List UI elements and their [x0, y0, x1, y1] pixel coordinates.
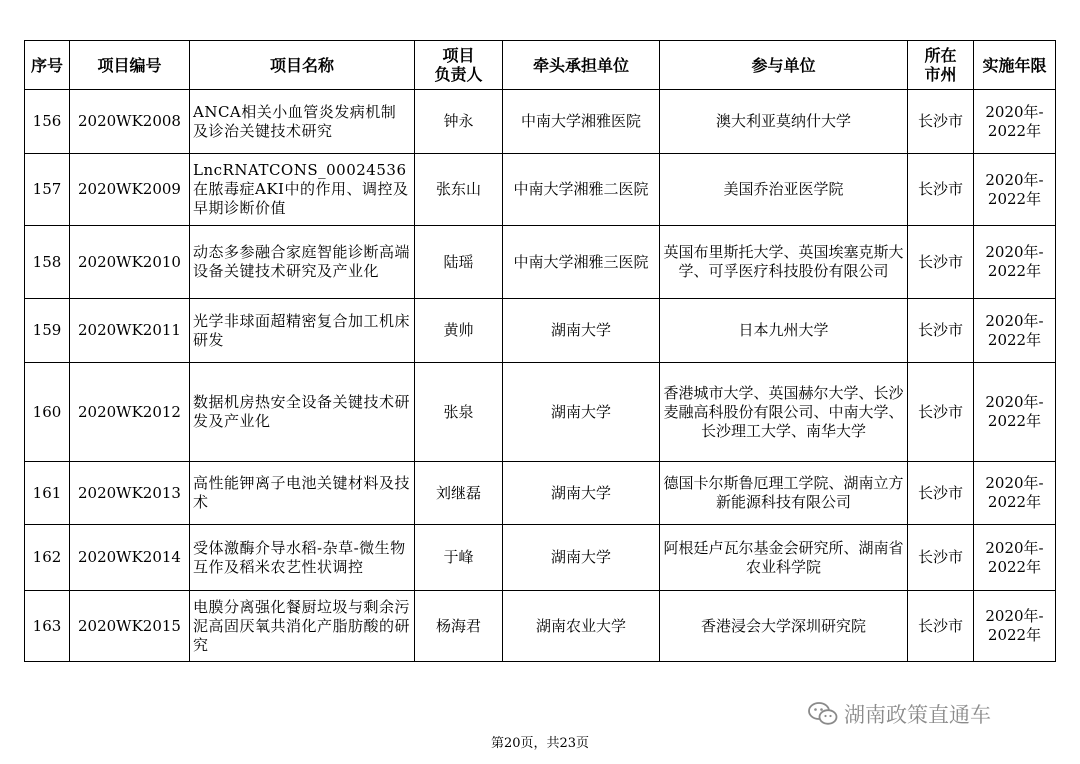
cell-name: 光学非球面超精密复合加工机床研发: [190, 299, 415, 363]
header-city-line1: 所在: [924, 46, 957, 65]
header-seq: 序号: [25, 41, 70, 90]
cell-period: [974, 154, 1056, 226]
watermark-text: 湖南政策直通车: [844, 703, 991, 727]
cell-city: 长沙市: [908, 90, 974, 154]
table-row: [25, 299, 1056, 363]
cell-code: 2020WK2015: [70, 591, 190, 662]
period-end: 2022年: [987, 330, 1042, 349]
cell-seq: 159: [25, 299, 70, 363]
cell-code: 2020WK2014: [70, 525, 190, 591]
cell-lead-unit: 中南大学湘雅三医院: [503, 226, 660, 299]
cell-partners: 美国乔治亚医学院: [660, 154, 908, 226]
cell-lead-unit: 中南大学湘雅二医院: [503, 154, 660, 226]
cell-city: 长沙市: [908, 154, 974, 226]
page-footer: 第20页，共23页: [490, 736, 590, 751]
cell-leader: 黄帅: [415, 299, 503, 363]
period-end: 2022年: [987, 412, 1042, 430]
period-start: 2020年-: [985, 243, 1044, 261]
period-end: 2022年: [987, 189, 1042, 208]
header-code: 项目编号: [70, 41, 190, 90]
watermark: [808, 700, 991, 728]
cell-partners: 日本九州大学: [660, 299, 908, 363]
cell-code: 2020WK2008: [70, 90, 190, 154]
project-table: [24, 40, 1056, 662]
cell-leader: 于峰: [415, 525, 503, 591]
cell-name: 电膜分离强化餐厨垃圾与剩余污泥高固厌氧共消化产脂肪酸的研究: [190, 591, 415, 662]
cell-seq: 161: [25, 462, 70, 525]
period-start: 2020年-: [985, 393, 1044, 411]
period-end: 2022年: [987, 626, 1042, 644]
cell-lead-unit: 湖南大学: [503, 363, 660, 462]
table-row: [25, 591, 1056, 662]
cell-partners: 香港城市大学、英国赫尔大学、长沙麦融高科股份有限公司、中南大学、长沙理工大学、南华大学: [660, 363, 908, 462]
table-row: [25, 226, 1056, 299]
period-end: 2022年: [987, 262, 1042, 280]
header-lead-unit: 牵头承担单位: [503, 41, 660, 90]
cell-lead-unit: 湖南大学: [503, 525, 660, 591]
cell-lead-unit: 湖南大学: [503, 299, 660, 363]
cell-leader: 张泉: [415, 363, 503, 462]
period-start: 2020年-: [985, 538, 1044, 557]
cell-code: 2020WK2011: [70, 299, 190, 363]
cell-seq: 163: [25, 591, 70, 662]
cell-seq: 158: [25, 226, 70, 299]
cell-city: 长沙市: [908, 363, 974, 462]
cell-name: 数据机房热安全设备关键技术研发及产业化: [190, 363, 415, 462]
header-city: [908, 41, 974, 90]
cell-city: 长沙市: [908, 299, 974, 363]
table-row: [25, 363, 1056, 462]
cell-leader: 钟永: [415, 90, 503, 154]
table-row: [25, 525, 1056, 591]
cell-city: 长沙市: [908, 226, 974, 299]
period-end: 2022年: [987, 493, 1042, 511]
cell-code: 2020WK2009: [70, 154, 190, 226]
header-city-line2: 市州: [924, 65, 957, 84]
table-row: [25, 154, 1056, 226]
cell-code: 2020WK2010: [70, 226, 190, 299]
table-row: [25, 462, 1056, 525]
header-leader-line1: 项目: [442, 46, 475, 65]
cell-partners: 香港浸会大学深圳研究院: [660, 591, 908, 662]
cell-city: 长沙市: [908, 591, 974, 662]
cell-seq: 157: [25, 154, 70, 226]
period-start: 2020年-: [985, 102, 1044, 121]
period-end: 2022年: [987, 557, 1042, 576]
cell-leader: 陆瑶: [415, 226, 503, 299]
period-end: 2022年: [987, 121, 1042, 140]
cell-seq: 162: [25, 525, 70, 591]
cell-partners: 澳大利亚莫纳什大学: [660, 90, 908, 154]
header-row: [25, 41, 1056, 90]
period-start: 2020年-: [985, 311, 1044, 330]
cell-period: [974, 525, 1056, 591]
cell-lead-unit: 湖南大学: [503, 462, 660, 525]
cell-period: [974, 462, 1056, 525]
cell-leader: 张东山: [415, 154, 503, 226]
cell-period: [974, 299, 1056, 363]
cell-period: [974, 591, 1056, 662]
cell-seq: 156: [25, 90, 70, 154]
cell-period: [974, 90, 1056, 154]
cell-code: 2020WK2013: [70, 462, 190, 525]
period-start: 2020年-: [985, 170, 1044, 189]
header-leader: [415, 41, 503, 90]
cell-lead-unit: 中南大学湘雅医院: [503, 90, 660, 154]
table-row: [25, 90, 1056, 154]
wechat-icon: [808, 701, 838, 727]
header-name: 项目名称: [190, 41, 415, 90]
cell-city: 长沙市: [908, 525, 974, 591]
cell-period: [974, 363, 1056, 462]
cell-name: 受体激酶介导水稻-杂草-微生物互作及稻米农艺性状调控: [190, 525, 415, 591]
cell-leader: 杨海君: [415, 591, 503, 662]
cell-leader: 刘继磊: [415, 462, 503, 525]
cell-period: [974, 226, 1056, 299]
cell-name: 动态多参融合家庭智能诊断高端设备关键技术研究及产业化: [190, 226, 415, 299]
cell-partners: 德国卡尔斯鲁厄理工学院、湖南立方新能源科技有限公司: [660, 462, 908, 525]
cell-city: 长沙市: [908, 462, 974, 525]
cell-partners: 英国布里斯托大学、英国埃塞克斯大学、可孚医疗科技股份有限公司: [660, 226, 908, 299]
cell-name: ANCA相关小血管炎发病机制及诊治关键技术研究: [190, 90, 415, 154]
period-start: 2020年-: [985, 474, 1044, 492]
cell-partners: 阿根廷卢瓦尔基金会研究所、湖南省农业科学院: [660, 525, 908, 591]
header-leader-line2: 负责人: [434, 65, 483, 84]
cell-name: LncRNATCONS_00024536在脓毒症AKI中的作用、调控及早期诊断价值: [190, 154, 415, 226]
cell-code: 2020WK2012: [70, 363, 190, 462]
period-start: 2020年-: [985, 607, 1044, 625]
cell-name: 高性能钾离子电池关键材料及技术: [190, 462, 415, 525]
cell-lead-unit: 湖南农业大学: [503, 591, 660, 662]
header-period: 实施年限: [974, 41, 1056, 90]
header-partners: 参与单位: [660, 41, 908, 90]
cell-seq: 160: [25, 363, 70, 462]
